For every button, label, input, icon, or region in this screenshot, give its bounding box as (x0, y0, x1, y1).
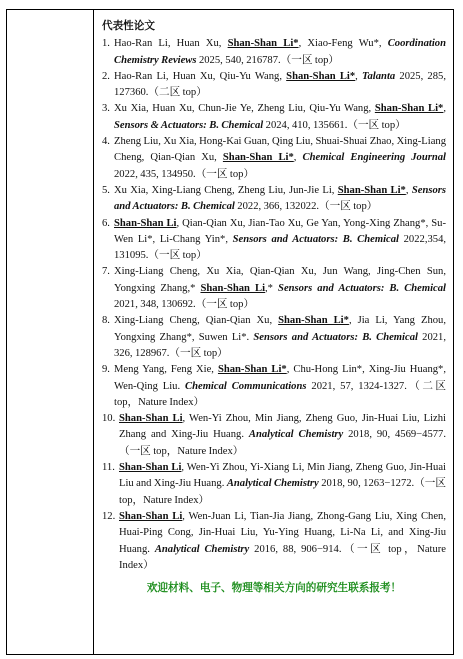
paper-number: 11. (102, 462, 115, 474)
paper-item (102, 134, 446, 183)
paper-citation-details: 2016, 88, 906−914.（一区 top，Nature Index） (119, 543, 446, 571)
paper-authors-before: Xing-Liang Cheng, Xu Xia, Qian-Qian Xu, Jun Wang, Jing-Chen Sun, Yongxing Zhang,* (114, 266, 446, 294)
paper-journal: Talanta (362, 70, 396, 82)
paper-authors-before: Xu Xia, Xing-Liang Cheng, Zheng Liu, Jun-Jie Li, (114, 184, 338, 196)
paper-citation-details: 2022, 435, 134950.（一区 top） (114, 168, 255, 180)
paper-citation-details: 2018, 90, 1263−1272.（一区 top，Nature Index） (119, 478, 446, 506)
paper-number: 8. (102, 315, 110, 327)
paper-authors-after: , Wen-Yi Zhou, Yi-Xiang Li, Min Jiang, Zheng Guo, Jin-Huai Liu and Xing-Jiu Huang. (119, 462, 446, 490)
paper-item (102, 101, 446, 134)
paper-item (102, 460, 446, 509)
paper-list (102, 36, 446, 574)
paper-authors-after: , Xiao-Feng Wu*, (298, 38, 388, 50)
paper-journal: Coordination Chemistry Reviews (114, 38, 446, 66)
paper-number: 12. (102, 510, 116, 522)
paper-citation-details: 2025, 540, 216787.（一区 top） (196, 54, 340, 66)
paper-highlighted-author: Shan-Shan Li* (374, 103, 444, 115)
paper-journal: Analytical Chemistry (226, 478, 319, 490)
paper-authors-before: Zheng Liu, Xu Xia, Hong-Kai Guan, Qing Liu, Shuai-Shuai Zhao, Xing-Liang Cheng, Qian-Qian Xu, (114, 136, 446, 164)
table-content-cell (94, 10, 453, 654)
paper-citation-details: 2022,354, 131095.（一区 top） (114, 233, 447, 262)
paper-number: 2. (102, 70, 110, 82)
paper-item (102, 69, 446, 102)
paper-authors-after: , (355, 70, 363, 82)
paper-highlighted-author: Shan-Shan Li* (217, 364, 287, 376)
paper-authors-after: , (405, 184, 412, 196)
paper-highlighted-author: Shan-Shan Li* (227, 38, 299, 50)
paper-number: 5. (102, 184, 110, 196)
paper-journal: Analytical Chemistry (248, 429, 344, 441)
paper-number: 9. (102, 364, 110, 376)
paper-authors-after: , Chu-Hong Lin*, Xing-Jiu Huang*, Wen-Qing Liu. (114, 364, 446, 392)
paper-citation-details: 2021, 326, 128967.（一区 top） (114, 331, 446, 359)
paper-highlighted-author: Shan-Shan Li (200, 282, 266, 294)
paper-journal: Analytical Chemistry (154, 543, 250, 555)
paper-authors-after: , Qian-Qian Xu, Jian-Tao Xu, Ge Yan, Yong-Xing Zhang*, Su-Wen Li*, Li-Chang Yin*, (114, 217, 446, 245)
paper-highlighted-author: Shan-Shan Li* (286, 70, 356, 82)
paper-citation-details: 2025, 285, 127360.（二区 top） (114, 70, 446, 99)
paper-citation-details: 2022, 366, 132022.（一区 top） (234, 201, 378, 213)
paper-authors-after: , Jia Li, Yang Zhou, Yongxing Zhang*, Suwen Li*. (114, 315, 446, 343)
paper-journal: Chemical Engineering Journal (302, 152, 446, 164)
paper-authors-before: Xu Xia, Huan Xu, Chun-Jie Ye, Zheng Liu, Qiu-Yu Wang, (114, 103, 375, 115)
section-heading: 代表性论文 (102, 21, 155, 32)
paper-number: 7. (102, 266, 110, 278)
paper-item (102, 362, 446, 411)
paper-journal: Sensors and Actuators: B. Chemical (253, 331, 418, 343)
paper-citation-details: 2021, 348, 130692.（一区 top） (114, 299, 255, 311)
paper-item (102, 36, 446, 69)
paper-journal: Sensors and Actuators: B. Chemical (278, 282, 446, 294)
paper-highlighted-author: Shan-Shan Li (119, 510, 183, 522)
paper-item (102, 183, 446, 216)
paper-highlighted-author: Shan-Shan Li* (222, 152, 294, 164)
paper-citation-details: 2018, 90, 4569−4577.（一区 top，Nature Index） (119, 429, 446, 457)
paper-highlighted-author: Shan-Shan Li (119, 413, 183, 425)
paper-authors-after: , Wen-Yi Zhou, Min Jiang, Zheng Guo, Jin-Huai Liu, Lizhi Zhang and Xing-Jiu Huang. (119, 413, 447, 441)
paper-item (102, 264, 446, 313)
paper-authors-before: Hao-Ran Li, Huan Xu, (114, 38, 228, 50)
paper-journal: Chemical Communications (185, 380, 307, 392)
paper-item (102, 216, 446, 265)
paper-number: 6. (102, 217, 110, 229)
paper-authors-before: Xing-Liang Cheng, Qian-Qian Xu, (114, 315, 279, 327)
paper-number: 3. (102, 103, 110, 115)
paper-number: 4. (102, 136, 110, 148)
paper-authors-after: , (443, 103, 447, 115)
paper-authors-after: , Wen-Juan Li, Tian-Jia Jiang, Zhong-Gang Liu, Xing Chen, Huai-Ping Cong, Jin-Huai Liu, Yu-Ying Huang, Li-Na Li, and Xing-Jiu Huang. (119, 510, 446, 555)
paper-journal: Sensors & Actuators: B. Chemical (114, 119, 264, 131)
paper-authors-before: Hao-Ran Li, Huan Xu, Qiu-Yu Wang, (114, 70, 287, 82)
paper-highlighted-author: Shan-Shan Li (119, 462, 182, 474)
paper-number: 10. (102, 413, 116, 425)
paper-citation-details: 2021, 57, 1324-1327.（二区 top，Nature Index） (114, 380, 446, 408)
paper-highlighted-author: Shan-Shan Li* (278, 315, 349, 327)
paper-authors-after: ,* (265, 282, 279, 294)
paper-journal: Sensors and Actuators: B. Chemical (232, 233, 399, 245)
paper-authors-before: Meng Yang, Feng Xie, (114, 364, 218, 376)
paper-item (102, 509, 446, 574)
paper-citation-details: 2024, 410, 135661.（一区 top） (263, 119, 406, 131)
paper-authors-after: , (293, 152, 303, 164)
paper-highlighted-author: Shan-Shan Li* (337, 184, 406, 196)
paper-item (102, 313, 446, 362)
paper-number: 1. (102, 38, 110, 50)
papers-table (6, 9, 454, 655)
paper-highlighted-author: Shan-Shan Li (114, 217, 177, 229)
recruitment-notice: 欢迎材料、电子、物理等相关方向的研究生联系报考！ (146, 583, 402, 595)
table-label-column (7, 10, 94, 654)
paper-journal: Sensors and Actuators: B. Chemical (114, 184, 446, 213)
paper-item (102, 411, 446, 460)
